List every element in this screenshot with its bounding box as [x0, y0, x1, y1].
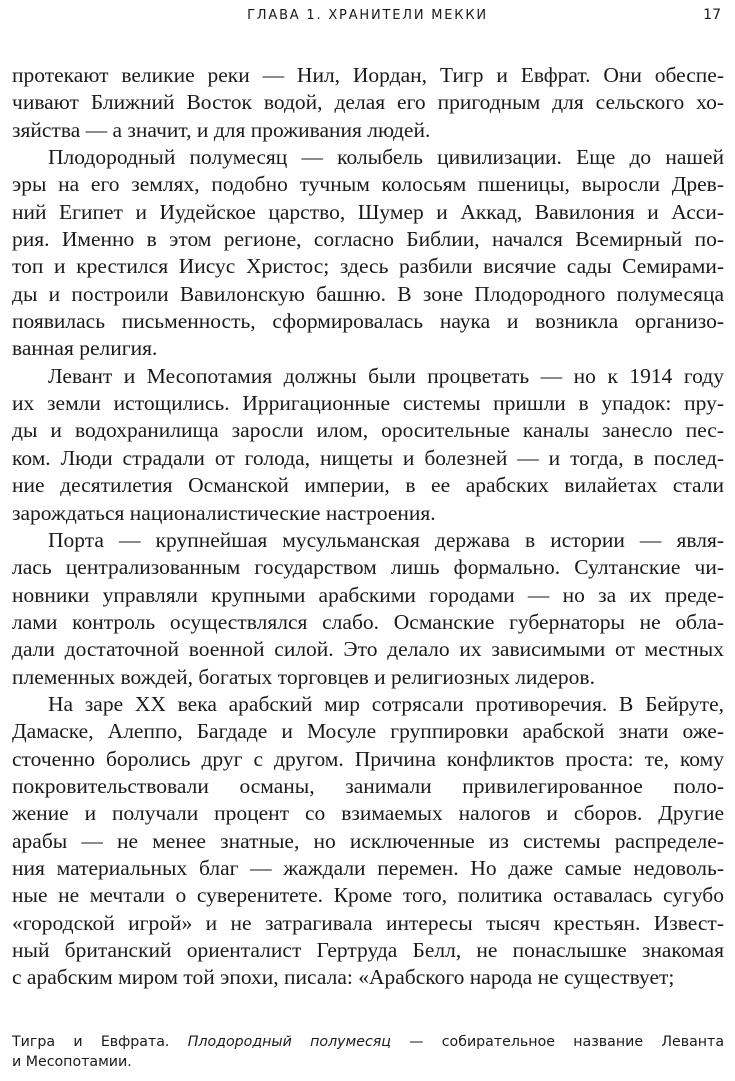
- text-line: арабы — не менее знатные, но исключенные из системы распределе-: [12, 828, 724, 853]
- footnote: [12, 1032, 724, 1072]
- paragraph: [12, 144, 724, 363]
- text-line: племенных вождей, богатых торговцев и религиозных лидеров.: [12, 664, 595, 689]
- text-line: ды и построили Вавилонскую башню. В зоне Плодородного полумесяца: [12, 281, 724, 306]
- text-line: ком. Люди страдали от голода, нищеты и болезней — и тогда, в послед-: [12, 445, 724, 470]
- text-line: зарождаться националистические настроения.: [12, 500, 436, 525]
- text-line: «городской игрой» и не затрагивала интересы тысяч крестьян. Извест-: [12, 910, 724, 935]
- page-number: 17: [703, 7, 721, 23]
- text-line: чивают Ближний Восток водой, делая его пригодным для сельского хо-: [12, 90, 724, 115]
- text-line: их земли истощились. Ирригационные системы пришли в упадок: пру-: [12, 391, 724, 416]
- body-text: [12, 62, 724, 992]
- text-line: Порта — крупнейшая мусульманская держава в истории — явля-: [48, 527, 724, 552]
- paragraph: [12, 363, 724, 527]
- footnote-text: Тигра и Евфрата.: [12, 1034, 188, 1050]
- text-line: жение и получали процент со взимаемых налогов и сборов. Другие: [12, 801, 724, 826]
- text-line: с арабским миром той эпохи, писала: «Арабского народа не существует;: [12, 965, 675, 990]
- paragraph: [12, 527, 724, 691]
- text-line: эры на его землях, подобно тучным колосьям пшеницы, выросли Древ-: [12, 172, 724, 197]
- running-head: ГЛАВА 1. ХРАНИТЕЛИ МЕККИ: [247, 8, 488, 23]
- page-header: [0, 6, 735, 28]
- text-line: лами контроль осуществлялся слабо. Османские губернаторы не обла-: [12, 609, 724, 634]
- text-line: топ и крестился Иисус Христос; здесь разбили висячие сады Семирами-: [12, 254, 724, 279]
- text-line: сточенно боролись друг с другом. Причина конфликтов проста: те, кому: [12, 746, 724, 771]
- text-line: зяйства — а значит, и для проживания людей.: [12, 117, 431, 142]
- footnote-line: и Месопотамии.: [12, 1054, 132, 1070]
- text-line: ний Египет и Иудейское царство, Шумер и Аккад, Вавилония и Асси-: [12, 199, 724, 224]
- paragraph: [12, 62, 724, 144]
- text-line: появилась письменность, сформировалась наука и возникла организо-: [12, 309, 724, 334]
- footnote-text: — собирательное название Леванта: [390, 1034, 725, 1050]
- text-line: ванная религия.: [12, 336, 158, 361]
- text-line: протекают великие реки — Нил, Иордан, Тигр и Евфрат. Они обеспе-: [12, 63, 724, 87]
- text-line: ные не мечтали о суверенитете. Кроме того, политика оставалась сугубо: [12, 883, 724, 908]
- text-line: новники управляли крупными арабскими городами — но за их преде-: [12, 582, 724, 607]
- footnote-term: Плодородный полумесяц: [187, 1034, 391, 1050]
- text-line: ный британский ориенталист Гертруда Белл, не понаслышке знакомая: [12, 938, 724, 962]
- text-line: покровительствовали османы, занимали привилегированное поло-: [12, 773, 724, 798]
- footnote-line: [12, 1032, 724, 1052]
- text-line: ния материальных благ — жаждали перемен. Но даже самые недоволь-: [12, 855, 724, 880]
- text-line: Дамаске, Алеппо, Багдаде и Мосуле группировки арабской знати оже-: [12, 719, 724, 744]
- text-line: рия. Именно в этом регионе, согласно Библии, начался Всемирный по-: [12, 227, 724, 252]
- text-line: ние десятилетия Османской империи, в ее арабских вилайетах стали: [12, 473, 724, 498]
- text-line: Плодородный полумесяц — колыбель цивилизации. Еще до нашей: [48, 145, 724, 170]
- text-line: Левант и Месопотамия должны были процветать — но к 1914 году: [48, 363, 724, 388]
- text-line: лась централизованным государством лишь формально. Султанские чи-: [12, 555, 724, 580]
- text-line: На заре XX века арабский мир сотрясали противоречия. В Бейруте,: [48, 691, 724, 716]
- text-line: дали достаточной военной силой. Это делало их зависимыми от местных: [12, 637, 724, 662]
- paragraph: [12, 691, 724, 992]
- text-line: ды и водохранилища заросли илом, оросительные каналы занесло пес-: [12, 418, 724, 443]
